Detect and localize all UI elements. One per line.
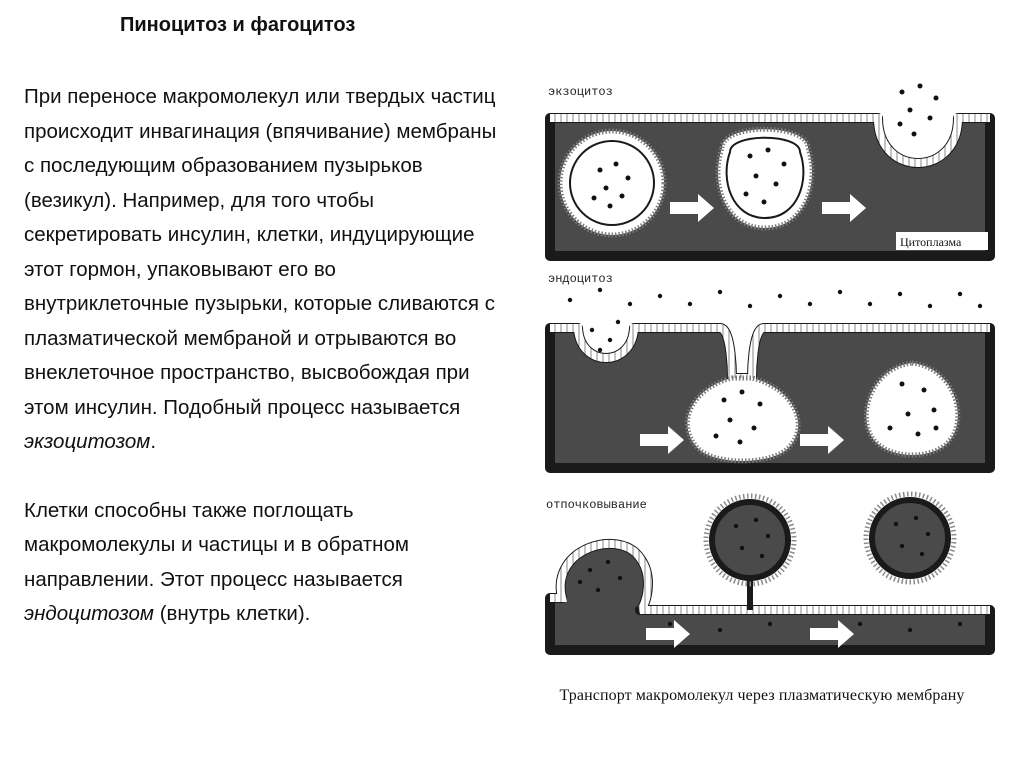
paragraph-endocytosis xyxy=(24,494,502,632)
paragraph-end: (внутрь клетки). xyxy=(154,602,311,625)
body-text xyxy=(24,80,502,632)
panel-label-exocytosis: экзоцитоз xyxy=(548,85,613,99)
panel-endocytosis xyxy=(548,272,990,468)
panel-label-budding: отпочковывание xyxy=(546,498,647,512)
panel-label-endocytosis: эндоцитоз xyxy=(548,272,613,286)
paragraph-end: . xyxy=(150,430,157,453)
figure-caption: Транспорт макромолекул через плазматическую мембрану xyxy=(559,687,965,704)
page-title: Пиноцитоз и фагоцитоз xyxy=(120,14,356,36)
paragraph-exocytosis xyxy=(24,80,502,460)
vesicle xyxy=(866,494,954,582)
membrane-transport-figure xyxy=(510,78,1015,723)
vesicle xyxy=(560,131,664,235)
panel-exocytosis xyxy=(548,84,990,257)
paragraph-text: Клетки способны также поглощать макромолекулы и частицы и в обратном направлении. Этот процесс называется xyxy=(24,498,409,591)
cytoplasm-label: Цитоплазма xyxy=(900,235,962,249)
paragraph-text: При переносе макромолекул или твердых частиц происходит инвагинация (впячивание) мембраны с последующим образованием пузырьков (везикул). Например, для того чтобы секретировать инсулин, клетки, индуцирующие этот гормон, упаковывают его во внутриклеточные пузырьки, которые сливаются с плазматической мембраной и отрываются во внеклеточное пространство, высвобождая при этом инсулин. Подобный процесс называется xyxy=(24,85,497,419)
term-exocytosis: экзоцитозом xyxy=(24,430,151,453)
term-endocytosis: эндоцитозом xyxy=(24,602,154,625)
vesicle xyxy=(718,129,812,228)
vesicle xyxy=(706,496,794,584)
panel-budding xyxy=(546,494,990,650)
